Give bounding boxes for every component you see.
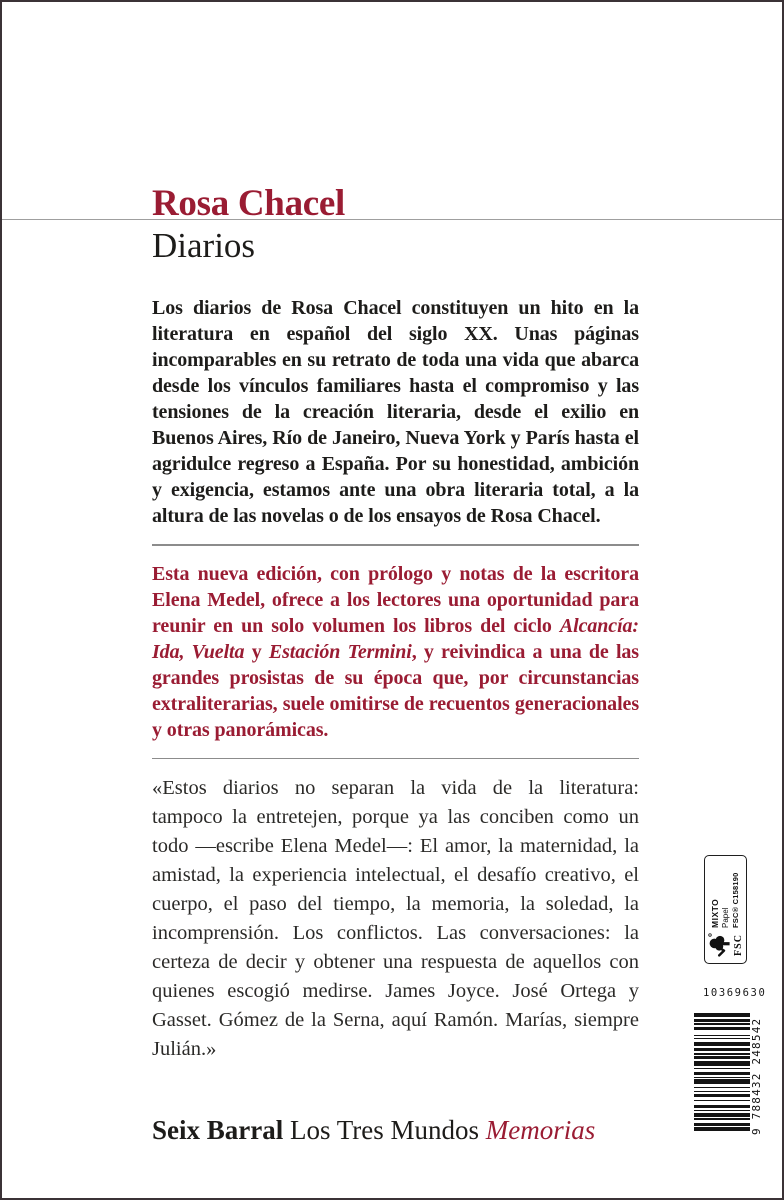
- edition-note-conjunction: y: [251, 640, 262, 663]
- fsc-material: Papel: [720, 907, 730, 928]
- divider-rule-1: [152, 544, 639, 546]
- text-column: [152, 295, 639, 1146]
- fsc-tree-icon: [707, 933, 744, 957]
- publisher-line: [152, 1116, 639, 1146]
- cycle-title-alcancia: Alcancía: Ida, Vuelta: [152, 614, 639, 663]
- author-name: Rosa Chacel: [152, 183, 345, 224]
- prologue-quote: «Estos diarios no separan la vida de la literatura: tampoco la entretejen, porque ya las conciben como un todo —escribe Elena Medel—: El amor, la maternidad, la amistad, la experiencia intelectual, el desafío creativo, el cuerpo, el paso del tiempo, la memoria, la soledad, la incomprensión. Los conflictos. Las conversaciones: la certeza de decir y obtener una respuesta de aquellos con quienes escogió medirse. James Joyce. José Ortega y Gasset. Gómez de la Serna, aquí Ramón. Marías, siempre Julián.»: [152, 777, 639, 1060]
- fsc-cert-type: MIXTO: [709, 898, 720, 928]
- divider-rule-2: [152, 758, 639, 760]
- edition-note-text: Esta nueva edición, con prólogo y notas de la escritora Elena Medel, ofrece a los lectores una oportunidad para reunir en un solo volumen los libros del ciclo: [152, 562, 639, 637]
- barcode-number: 9 788432 248542: [750, 1017, 763, 1135]
- synopsis-paragraph: Los diarios de Rosa Chacel constituyen un hito en la literatura en español del siglo XX. Unas páginas incomparables en su retrato de toda una vida que abarca desde los vínculos familiares hasta el compromiso y las tensiones de la creación literaria, desde el exilio en Buenos Aires, Río de Janeiro, Nueva York y París hasta el agridulce regreso a España. Por su honestidad, ambición y exigencia, estamos ante una obra literaria total, a la altura de las novelas o de los ensayos de Rosa Chacel.: [152, 297, 639, 527]
- cycle-title-estacion-termini: Estación Termini: [268, 640, 412, 663]
- publisher-collection: Los Tres Mundos: [289, 1115, 480, 1145]
- edition-note-paragraph: [152, 561, 639, 743]
- barcode-bar: [694, 1127, 750, 1131]
- fsc-license-code: FSC® C158190: [731, 872, 741, 928]
- fsc-brand-text: FSC: [733, 934, 744, 956]
- edition-note-text-end: , y reivindica a una de las grandes prosistas de su época que, por circunstancias extraliterarias, suele omitirse de recuentos generacionales y otras panorámicas.: [152, 640, 639, 741]
- header-rule: [2, 219, 782, 220]
- book-title: Diarios: [152, 226, 256, 265]
- fsc-certification-label: [704, 855, 747, 964]
- publisher-series: Memorias: [485, 1115, 596, 1145]
- publisher-imprint: Seix Barral: [152, 1115, 284, 1145]
- fsc-label-text: [710, 873, 741, 928]
- barcode-number-wrap: [750, 1010, 767, 1135]
- product-code: 10369630: [703, 987, 767, 999]
- fsc-label-inner: [704, 855, 747, 964]
- barcode: [694, 1013, 750, 1132]
